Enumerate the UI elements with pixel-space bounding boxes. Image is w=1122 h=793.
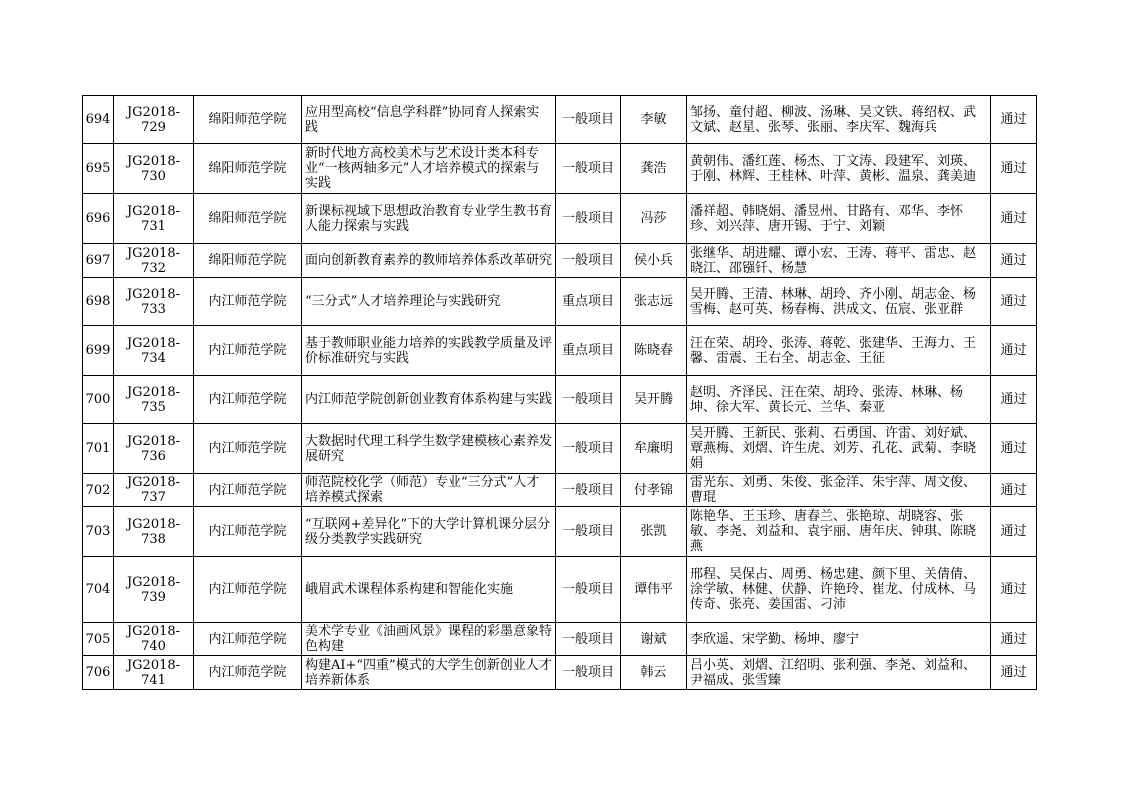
cell-type: 一般项目: [556, 623, 621, 656]
cell-title: 大数据时代理工科学生数学建模核心素养发展研究: [302, 424, 556, 474]
cell-title: “互联网+差异化”下的大学计算机课分层分级分类教学实践研究: [302, 507, 556, 557]
cell-type: 重点项目: [556, 278, 621, 326]
cell-members: 汪在荣、胡玲、张涛、蒋乾、张建华、王海力、王馨、雷震、王右全、胡志金、王征: [687, 326, 991, 376]
cell-members: 陈艳华、王玉珍、唐春兰、张艳琼、胡晓容、张敏、李尧、刘益和、袁宇丽、唐年庆、钟琪、陈晓燕: [687, 507, 991, 557]
cell-title: “三分式”人才培养理论与实践研究: [302, 278, 556, 326]
cell-leader: 冯莎: [621, 194, 687, 244]
cell-members: 邹扬、童付超、柳波、汤琳、吴文铁、蒋绍权、武文斌、赵星、张琴、张丽、李庆军、魏海兵: [687, 96, 991, 144]
cell-type: 一般项目: [556, 244, 621, 278]
cell-code: JG2018-736: [114, 424, 194, 474]
table-row: [83, 278, 1037, 326]
cell-seq: 705: [83, 623, 114, 656]
cell-code: JG2018-740: [114, 623, 194, 656]
cell-leader: 付孝锦: [621, 474, 687, 507]
cell-leader: 陈晓春: [621, 326, 687, 376]
cell-code: JG2018-730: [114, 144, 194, 194]
cell-seq: 706: [83, 656, 114, 690]
cell-type: 一般项目: [556, 507, 621, 557]
cell-result: 通过: [991, 507, 1037, 557]
cell-leader: 张凯: [621, 507, 687, 557]
cell-school: 内江师范学院: [194, 656, 302, 690]
cell-result: 通过: [991, 278, 1037, 326]
cell-members: 吴开腾、王清、林琳、胡玲、齐小刚、胡志金、杨雪梅、赵可英、杨春梅、洪成文、伍宸、张亚群: [687, 278, 991, 326]
cell-type: 重点项目: [556, 326, 621, 376]
cell-result: 通过: [991, 244, 1037, 278]
cell-result: 通过: [991, 144, 1037, 194]
cell-code: JG2018-729: [114, 96, 194, 144]
cell-code: JG2018-734: [114, 326, 194, 376]
table-row: [83, 474, 1037, 507]
cell-seq: 704: [83, 557, 114, 623]
cell-leader: 牟廉明: [621, 424, 687, 474]
cell-result: 通过: [991, 326, 1037, 376]
cell-type: 一般项目: [556, 376, 621, 424]
cell-title: 面向创新教育素养的教师培养体系改革研究: [302, 244, 556, 278]
cell-school: 内江师范学院: [194, 376, 302, 424]
table-row: [83, 376, 1037, 424]
cell-leader: 侯小兵: [621, 244, 687, 278]
cell-school: 绵阳师范学院: [194, 194, 302, 244]
cell-school: 内江师范学院: [194, 623, 302, 656]
cell-seq: 694: [83, 96, 114, 144]
cell-members: 黄朝伟、潘红莲、杨杰、丁文涛、段建军、刘瑛、于刚、林辉、王桂林、叶萍、黄彬、温泉、龚美迪: [687, 144, 991, 194]
cell-title: 应用型高校“信息学科群”协同育人探索实践: [302, 96, 556, 144]
table-row: [83, 623, 1037, 656]
cell-leader: 张志远: [621, 278, 687, 326]
cell-seq: 699: [83, 326, 114, 376]
cell-title: 新课标视域下思想政治教育专业学生教书育人能力探索与实践: [302, 194, 556, 244]
cell-type: 一般项目: [556, 557, 621, 623]
cell-title: 基于教师职业能力培养的实践教学质量及评价标准研究与实践: [302, 326, 556, 376]
cell-leader: 谭伟平: [621, 557, 687, 623]
cell-result: 通过: [991, 557, 1037, 623]
cell-seq: 695: [83, 144, 114, 194]
cell-leader: 谢斌: [621, 623, 687, 656]
cell-seq: 698: [83, 278, 114, 326]
cell-school: 内江师范学院: [194, 507, 302, 557]
table-row: [83, 507, 1037, 557]
cell-members: 赵明、齐泽民、汪在荣、胡玲、张涛、林琳、杨坤、徐大军、黄长元、兰华、秦亚: [687, 376, 991, 424]
cell-result: 通过: [991, 376, 1037, 424]
cell-code: JG2018-735: [114, 376, 194, 424]
cell-leader: 龚浩: [621, 144, 687, 194]
cell-code: JG2018-739: [114, 557, 194, 623]
cell-school: 内江师范学院: [194, 278, 302, 326]
cell-type: 一般项目: [556, 656, 621, 690]
cell-seq: 703: [83, 507, 114, 557]
cell-seq: 702: [83, 474, 114, 507]
cell-seq: 697: [83, 244, 114, 278]
cell-school: 内江师范学院: [194, 557, 302, 623]
cell-seq: 701: [83, 424, 114, 474]
cell-type: 一般项目: [556, 194, 621, 244]
cell-title: 内江师范学院创新创业教育体系构建与实践: [302, 376, 556, 424]
cell-type: 一般项目: [556, 424, 621, 474]
table-row: [83, 656, 1037, 690]
cell-leader: 李敏: [621, 96, 687, 144]
cell-school: 绵阳师范学院: [194, 144, 302, 194]
cell-school: 内江师范学院: [194, 424, 302, 474]
cell-code: JG2018-732: [114, 244, 194, 278]
cell-school: 绵阳师范学院: [194, 96, 302, 144]
table-row: [83, 424, 1037, 474]
cell-title: 美术学专业《油画风景》课程的彩墨意象特色构建: [302, 623, 556, 656]
cell-seq: 696: [83, 194, 114, 244]
cell-type: 一般项目: [556, 474, 621, 507]
cell-result: 通过: [991, 194, 1037, 244]
cell-school: 内江师范学院: [194, 474, 302, 507]
cell-result: 通过: [991, 96, 1037, 144]
table-row: [83, 326, 1037, 376]
cell-members: 吕小英、刘熠、江绍明、张利强、李尧、刘益和、尹福成、张雪臻: [687, 656, 991, 690]
cell-title: 构建AI+“四重”模式的大学生创新创业人才培养新体系: [302, 656, 556, 690]
table-body: [83, 96, 1037, 690]
cell-title: 师范院校化学（师范）专业“三分式”人才培养模式探索: [302, 474, 556, 507]
cell-code: JG2018-733: [114, 278, 194, 326]
cell-result: 通过: [991, 474, 1037, 507]
table-row: [83, 144, 1037, 194]
cell-result: 通过: [991, 656, 1037, 690]
cell-result: 通过: [991, 623, 1037, 656]
project-table: [82, 95, 1037, 690]
cell-code: JG2018-738: [114, 507, 194, 557]
cell-members: 张继华、胡进耀、谭小宏、王涛、蒋平、雷忠、赵晓江、邵镪钎、杨慧: [687, 244, 991, 278]
cell-type: 一般项目: [556, 144, 621, 194]
cell-leader: 韩云: [621, 656, 687, 690]
cell-members: 雷光东、刘勇、朱俊、张金洋、朱宇萍、周文俊、曹琨: [687, 474, 991, 507]
cell-result: 通过: [991, 424, 1037, 474]
cell-members: 潘祥超、韩晓娟、潘昱州、甘路有、邓华、李怀珍、刘兴萍、唐开锡、于宁、刘颖: [687, 194, 991, 244]
cell-code: JG2018-737: [114, 474, 194, 507]
cell-leader: 吴开腾: [621, 376, 687, 424]
cell-members: 李欣遥、宋学勤、杨坤、廖宁: [687, 623, 991, 656]
cell-code: JG2018-741: [114, 656, 194, 690]
cell-title: 新时代地方高校美术与艺术设计类本科专业“一核两轴多元”人才培养模式的探索与实践: [302, 144, 556, 194]
cell-code: JG2018-731: [114, 194, 194, 244]
table-row: [83, 96, 1037, 144]
cell-title: 峨眉武术课程体系构建和智能化实施: [302, 557, 556, 623]
table-row: [83, 557, 1037, 623]
cell-members: 吴开腾、王新民、张莉、石勇国、许雷、刘好斌、覃燕梅、刘熠、许生虎、刘芳、孔花、武菊、李晓娟: [687, 424, 991, 474]
cell-seq: 700: [83, 376, 114, 424]
cell-school: 内江师范学院: [194, 326, 302, 376]
table-row: [83, 244, 1037, 278]
cell-type: 一般项目: [556, 96, 621, 144]
cell-members: 邢程、吴保占、周勇、杨忠建、颜下里、关倩倩、涂学敏、林健、伏静、许艳玲、崔龙、付成林、马传奇、张亮、姜国雷、刁沛: [687, 557, 991, 623]
table-row: [83, 194, 1037, 244]
cell-school: 绵阳师范学院: [194, 244, 302, 278]
